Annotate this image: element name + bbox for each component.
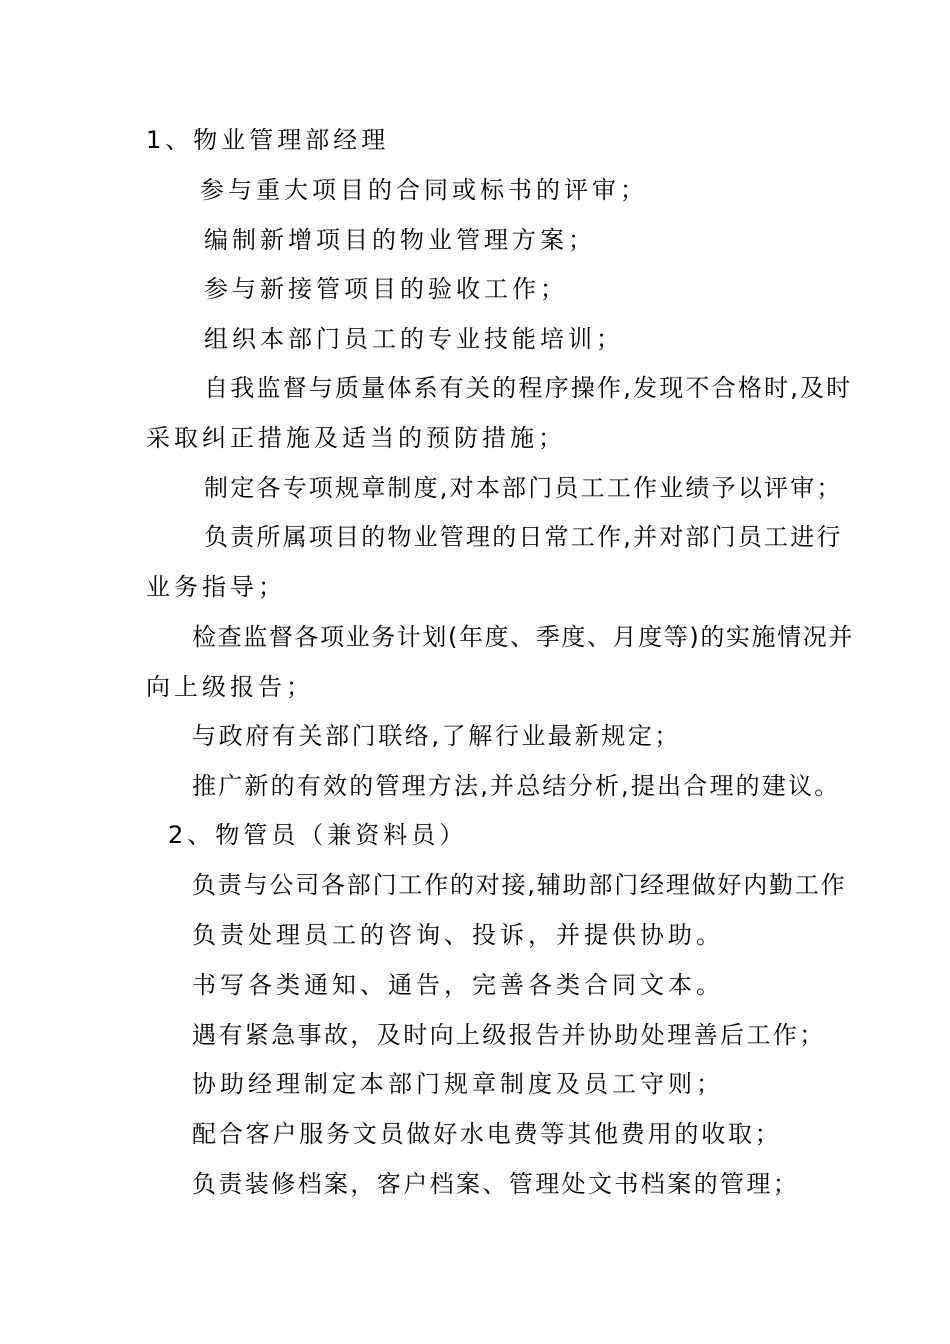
section1-line-6: 采取纠正措施及适当的预防措施；	[146, 424, 566, 452]
section1-line-10: 检查监督各项业务计划(年度、季度、月度等)的实施情况并	[192, 623, 854, 651]
section2-line-5: 协助经理制定本部门规章制度及员工守则；	[192, 1070, 724, 1098]
section2-line-3: 书写各类通知、通告，完善各类合同文本。	[192, 971, 724, 999]
section1-line-12: 与政府有关部门联络,了解行业最新规定；	[192, 722, 682, 750]
section1-line-7: 制定各专项规章制度,对本部门员工工作业绩予以评审；	[204, 474, 843, 502]
section2-line-4: 遇有紧急事故，及时向上级报告并协助处理善后工作；	[192, 1021, 826, 1049]
section2-heading: 2、物管员（兼资料员）	[168, 821, 468, 849]
section1-line-3: 参与新接管项目的验收工作；	[204, 275, 568, 303]
section1-line-11: 向上级报告；	[146, 673, 314, 701]
section2-line-1: 负责与公司各部门工作的对接,辅助部门经理做好内勤工作	[192, 871, 847, 899]
section2-line-2: 负责处理员工的咨询、投诉，并提供协助。	[192, 921, 724, 949]
section1-line-4: 组织本部门员工的专业技能培训；	[204, 325, 624, 353]
section1-line-2: 编制新增项目的物业管理方案；	[204, 226, 596, 254]
section1-line-8: 负责所属项目的物业管理的日常工作,并对部门员工进行	[204, 523, 843, 551]
section1-line-5: 自我监督与质量体系有关的程序操作,发现不合格时,及时	[204, 374, 853, 402]
section1-line-13: 推广新的有效的管理方法,并总结分析,提出合理的建议。	[192, 772, 841, 800]
section1-line-9: 业务指导；	[146, 573, 286, 601]
section1-line-1: 参与重大项目的合同或标书的评审；	[200, 176, 648, 204]
section1-heading: 1、物业管理部经理	[146, 126, 390, 154]
section2-line-7: 负责装修档案，客户档案、管理处文书档案的管理；	[192, 1170, 800, 1198]
section2-line-6: 配合客户服务文员做好水电费等其他费用的收取；	[192, 1120, 782, 1148]
